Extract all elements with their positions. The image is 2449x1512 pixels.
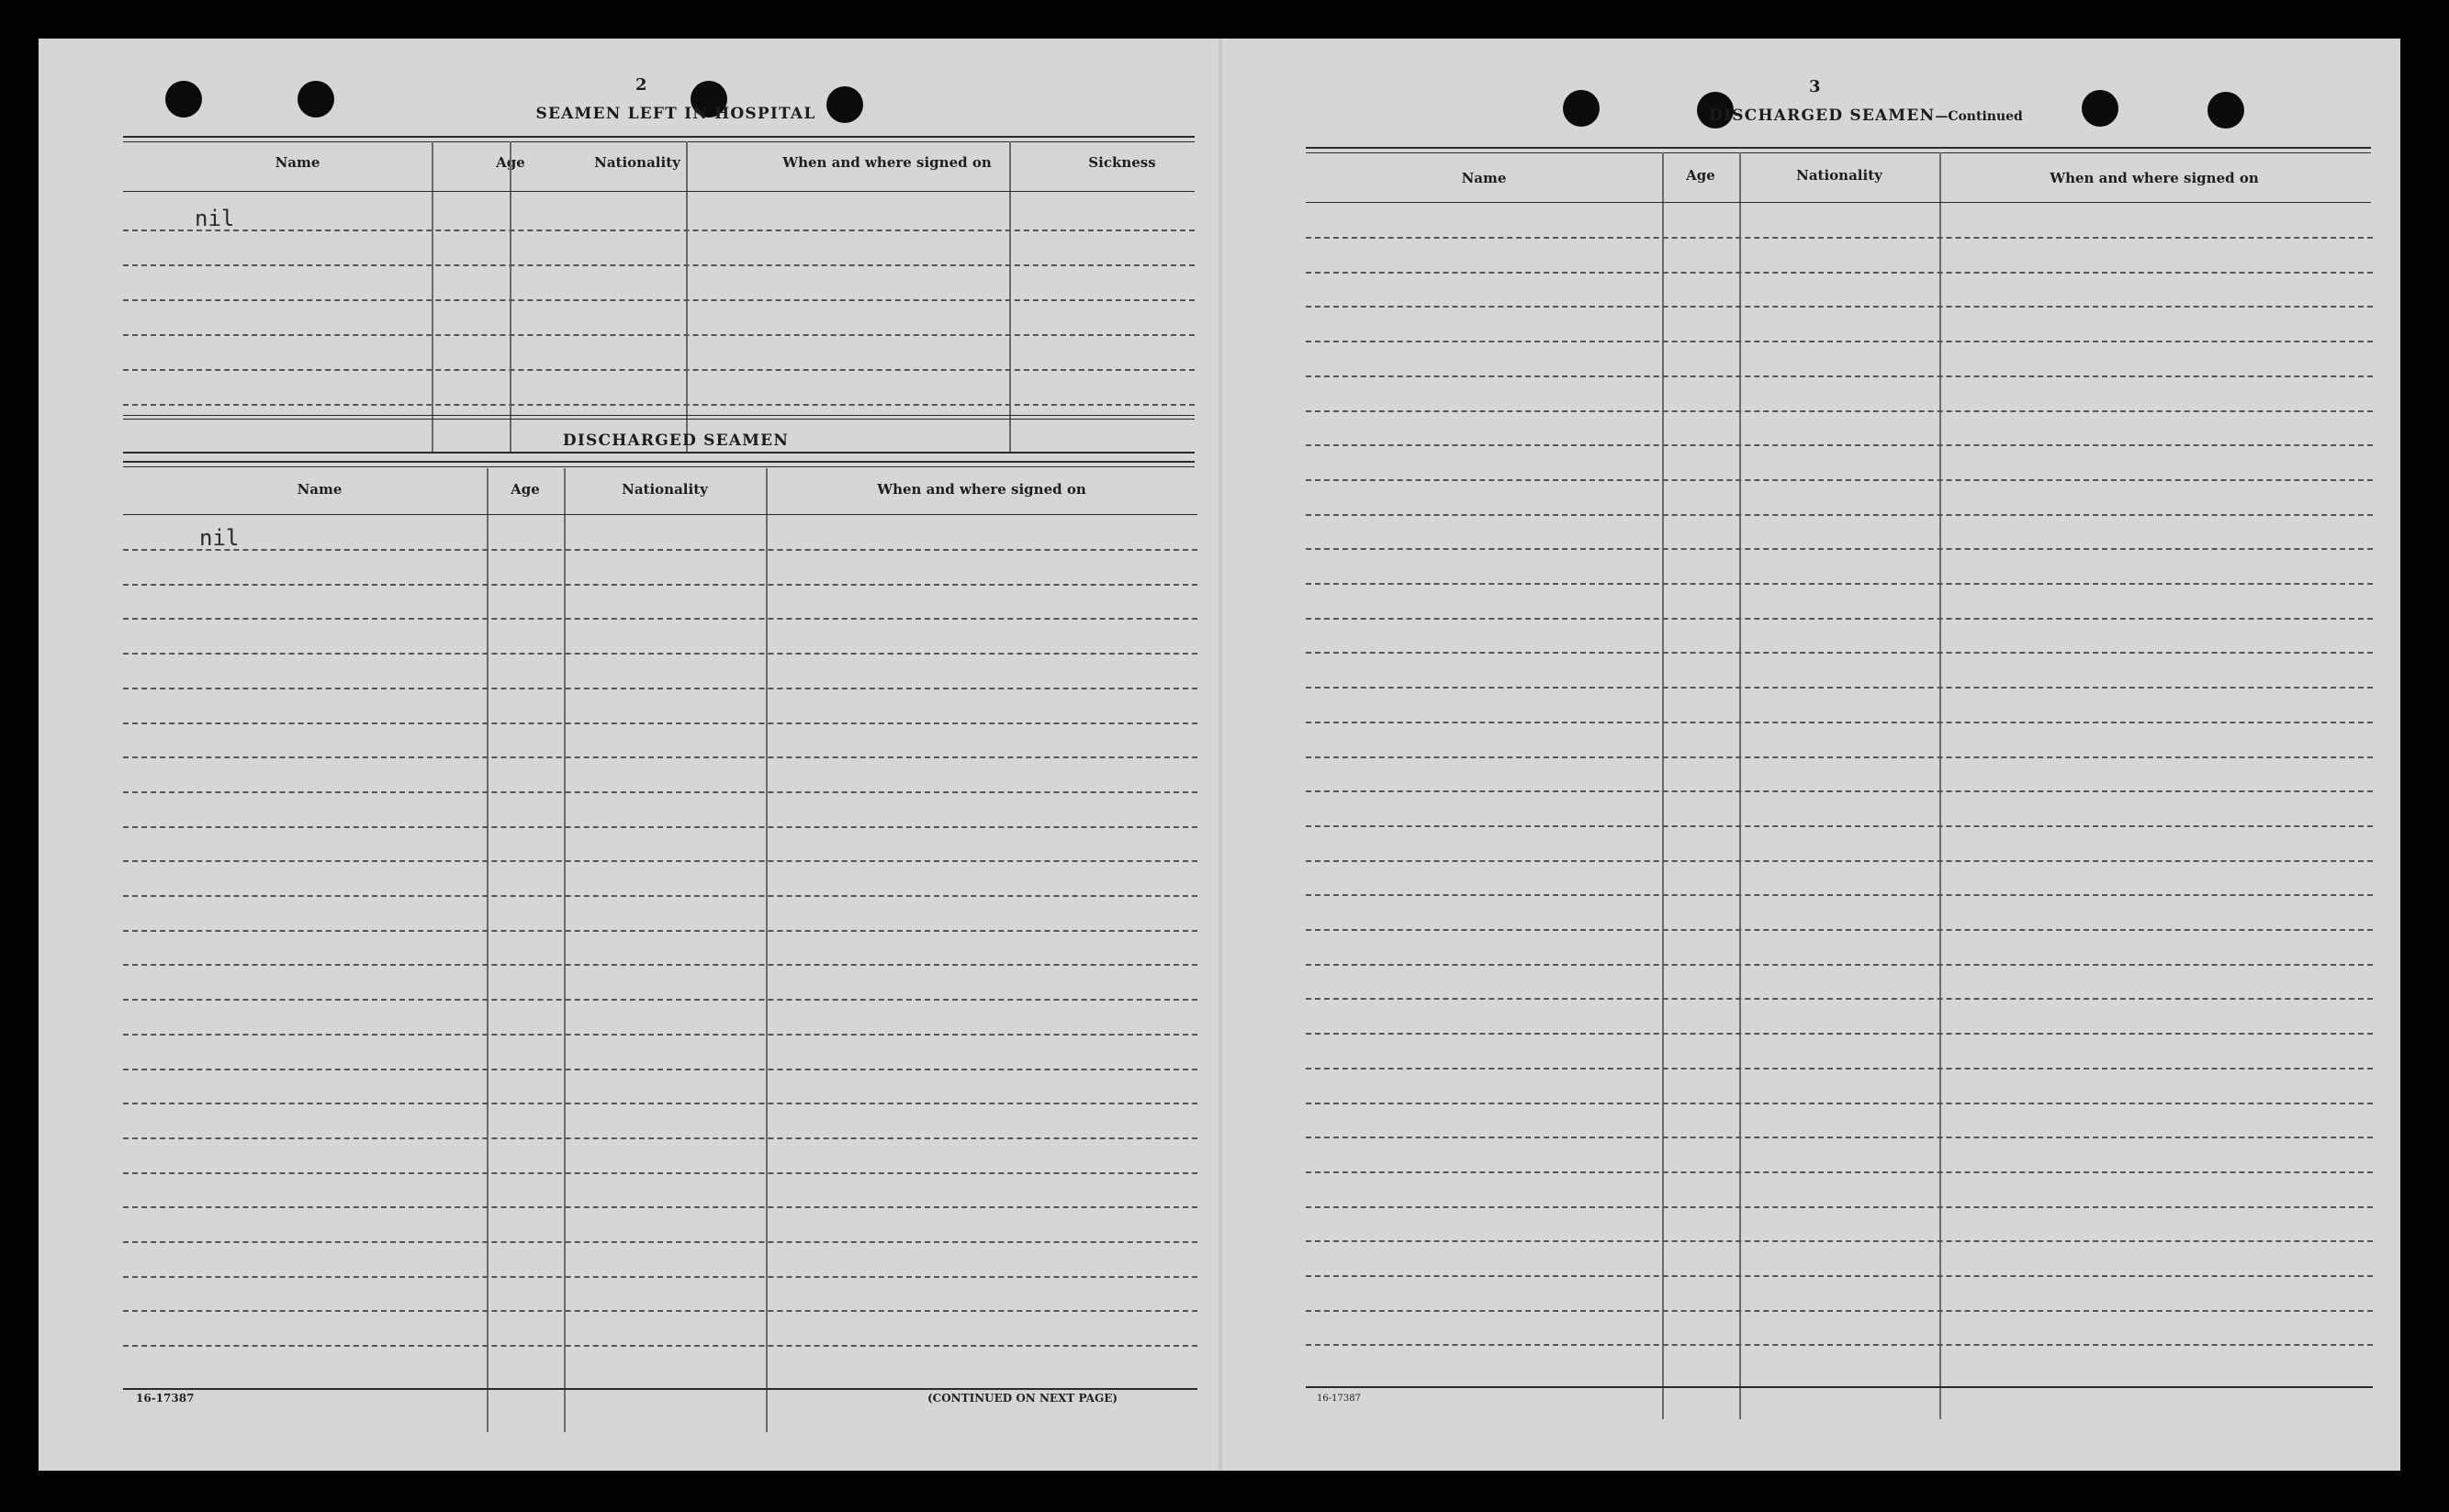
rule: [1306, 147, 2371, 149]
ruled-line: [123, 264, 1195, 266]
ruled-line: [123, 653, 1197, 655]
ruled-line: [123, 1206, 1197, 1208]
ruled-line: [123, 334, 1195, 336]
ruled-line: [1306, 1033, 2373, 1035]
ruled-line: [1306, 306, 2373, 308]
column-divider: [1009, 141, 1011, 454]
ruled-line: [1306, 1137, 2373, 1138]
ruled-line: [1306, 272, 2373, 274]
column-header-sickness: Sickness: [1088, 154, 1156, 171]
hospital-section-title: SEAMEN LEFT IN HOSPITAL: [535, 105, 816, 123]
ruled-line: [123, 826, 1197, 828]
ruled-line: [1306, 894, 2373, 896]
column-header-name: Name: [275, 154, 320, 171]
ruled-line: [123, 584, 1197, 586]
ruled-line: [1306, 583, 2373, 585]
rule: [1306, 152, 2371, 153]
ruled-line: [123, 1345, 1197, 1347]
ruled-line: [1306, 618, 2373, 620]
ruled-line: [1306, 1240, 2373, 1242]
rule: [123, 452, 1195, 454]
rule: [123, 419, 1195, 420]
continued-note: (CONTINUED ON NEXT PAGE): [927, 1392, 1118, 1405]
ruled-line: [1306, 444, 2373, 446]
ruled-line: [1306, 1344, 2373, 1346]
ruled-line: [1306, 1275, 2373, 1277]
ruled-line: [1306, 1171, 2373, 1173]
title-main: DISCHARGED SEAMEN: [1709, 106, 1936, 125]
punch-hole: [1563, 90, 1600, 127]
column-divider: [564, 468, 566, 1432]
rule: [123, 141, 1195, 142]
ruled-line: [123, 860, 1197, 862]
ruled-line: [1306, 998, 2373, 1000]
ruled-line: [123, 1069, 1197, 1070]
ruled-line: [123, 549, 1197, 551]
ruled-line: [1306, 479, 2373, 481]
ruled-line: [1306, 514, 2373, 516]
ruled-line: [1306, 825, 2373, 827]
column-divider: [686, 141, 688, 454]
column-header-nationality: Nationality: [1796, 167, 1882, 184]
column-header-name: Name: [1461, 170, 1507, 186]
ruled-line: [123, 999, 1197, 1001]
rule: [123, 1388, 1197, 1390]
page-number: 2: [635, 75, 647, 95]
ruled-line: [123, 964, 1197, 966]
ruled-line: [1306, 1310, 2373, 1312]
ruled-line: [123, 404, 1195, 406]
punch-hole: [165, 81, 202, 118]
ruled-line: [1306, 548, 2373, 550]
ruled-line: [123, 230, 1195, 231]
column-header-age: Age: [511, 481, 540, 498]
column-header-signed-on: When and where signed on: [782, 154, 992, 171]
ruled-line: [1306, 410, 2373, 412]
ruled-line: [1306, 756, 2373, 758]
ruled-line: [1306, 1103, 2373, 1104]
column-divider: [487, 468, 489, 1432]
column-header-nationality: Nationality: [622, 481, 708, 498]
discharged-entry-value: nil: [199, 525, 240, 551]
column-divider: [432, 141, 433, 454]
ruled-line: [1306, 341, 2373, 342]
ruled-line: [123, 369, 1195, 371]
form-number: 16-17387: [1317, 1394, 1361, 1404]
rule: [123, 461, 1195, 463]
ruled-line: [123, 722, 1197, 724]
ruled-line: [1306, 790, 2373, 792]
form-number: 16-17387: [136, 1392, 195, 1405]
ruled-line: [1306, 860, 2373, 862]
ruled-line: [1306, 722, 2373, 723]
punch-hole: [2207, 92, 2244, 129]
ruled-line: [1306, 1068, 2373, 1070]
column-header-signed-on: When and where signed on: [877, 481, 1086, 498]
ruled-line: [123, 1137, 1197, 1139]
discharged-section-title: DISCHARGED SEAMEN: [562, 431, 790, 450]
ruled-line: [123, 1103, 1197, 1104]
ruled-line: [1306, 964, 2373, 966]
hospital-entry-value: nil: [195, 206, 235, 231]
rule: [1306, 1386, 2373, 1388]
discharged-continued-title: [1627, 106, 2105, 125]
ruled-line: [123, 1034, 1197, 1036]
rule: [123, 514, 1197, 515]
rule: [123, 415, 1195, 416]
rule: [123, 136, 1195, 138]
page-fold: [1219, 39, 1222, 1471]
ruled-line: [1306, 1206, 2373, 1208]
ruled-line: [123, 895, 1197, 897]
ruled-line: [1306, 237, 2373, 239]
ruled-line: [123, 1310, 1197, 1312]
column-divider: [766, 468, 768, 1432]
rule: [1306, 202, 2371, 203]
ruled-line: [123, 930, 1197, 932]
ruled-line: [123, 1172, 1197, 1174]
ruled-line: [1306, 929, 2373, 931]
ruled-line: [123, 688, 1197, 689]
column-header-signed-on: When and where signed on: [2050, 170, 2259, 186]
ruled-line: [123, 1276, 1197, 1278]
column-header-age: Age: [1686, 167, 1715, 184]
column-divider: [510, 141, 511, 454]
column-header-nationality: Nationality: [594, 154, 680, 171]
rule: [123, 191, 1195, 192]
ruled-line: [123, 299, 1195, 301]
rule: [123, 466, 1195, 467]
punch-hole: [298, 81, 334, 118]
document-sheet: [39, 39, 2400, 1471]
ruled-line: [123, 1241, 1197, 1243]
page-number: 3: [1809, 77, 1821, 96]
ruled-line: [123, 791, 1197, 793]
ruled-line: [123, 618, 1197, 620]
ruled-line: [1306, 652, 2373, 654]
column-header-age: Age: [496, 154, 525, 171]
title-suffix: —Continued: [1935, 109, 2023, 124]
ruled-line: [123, 756, 1197, 758]
column-header-name: Name: [297, 481, 343, 498]
ruled-line: [1306, 687, 2373, 689]
ruled-line: [1306, 375, 2373, 377]
